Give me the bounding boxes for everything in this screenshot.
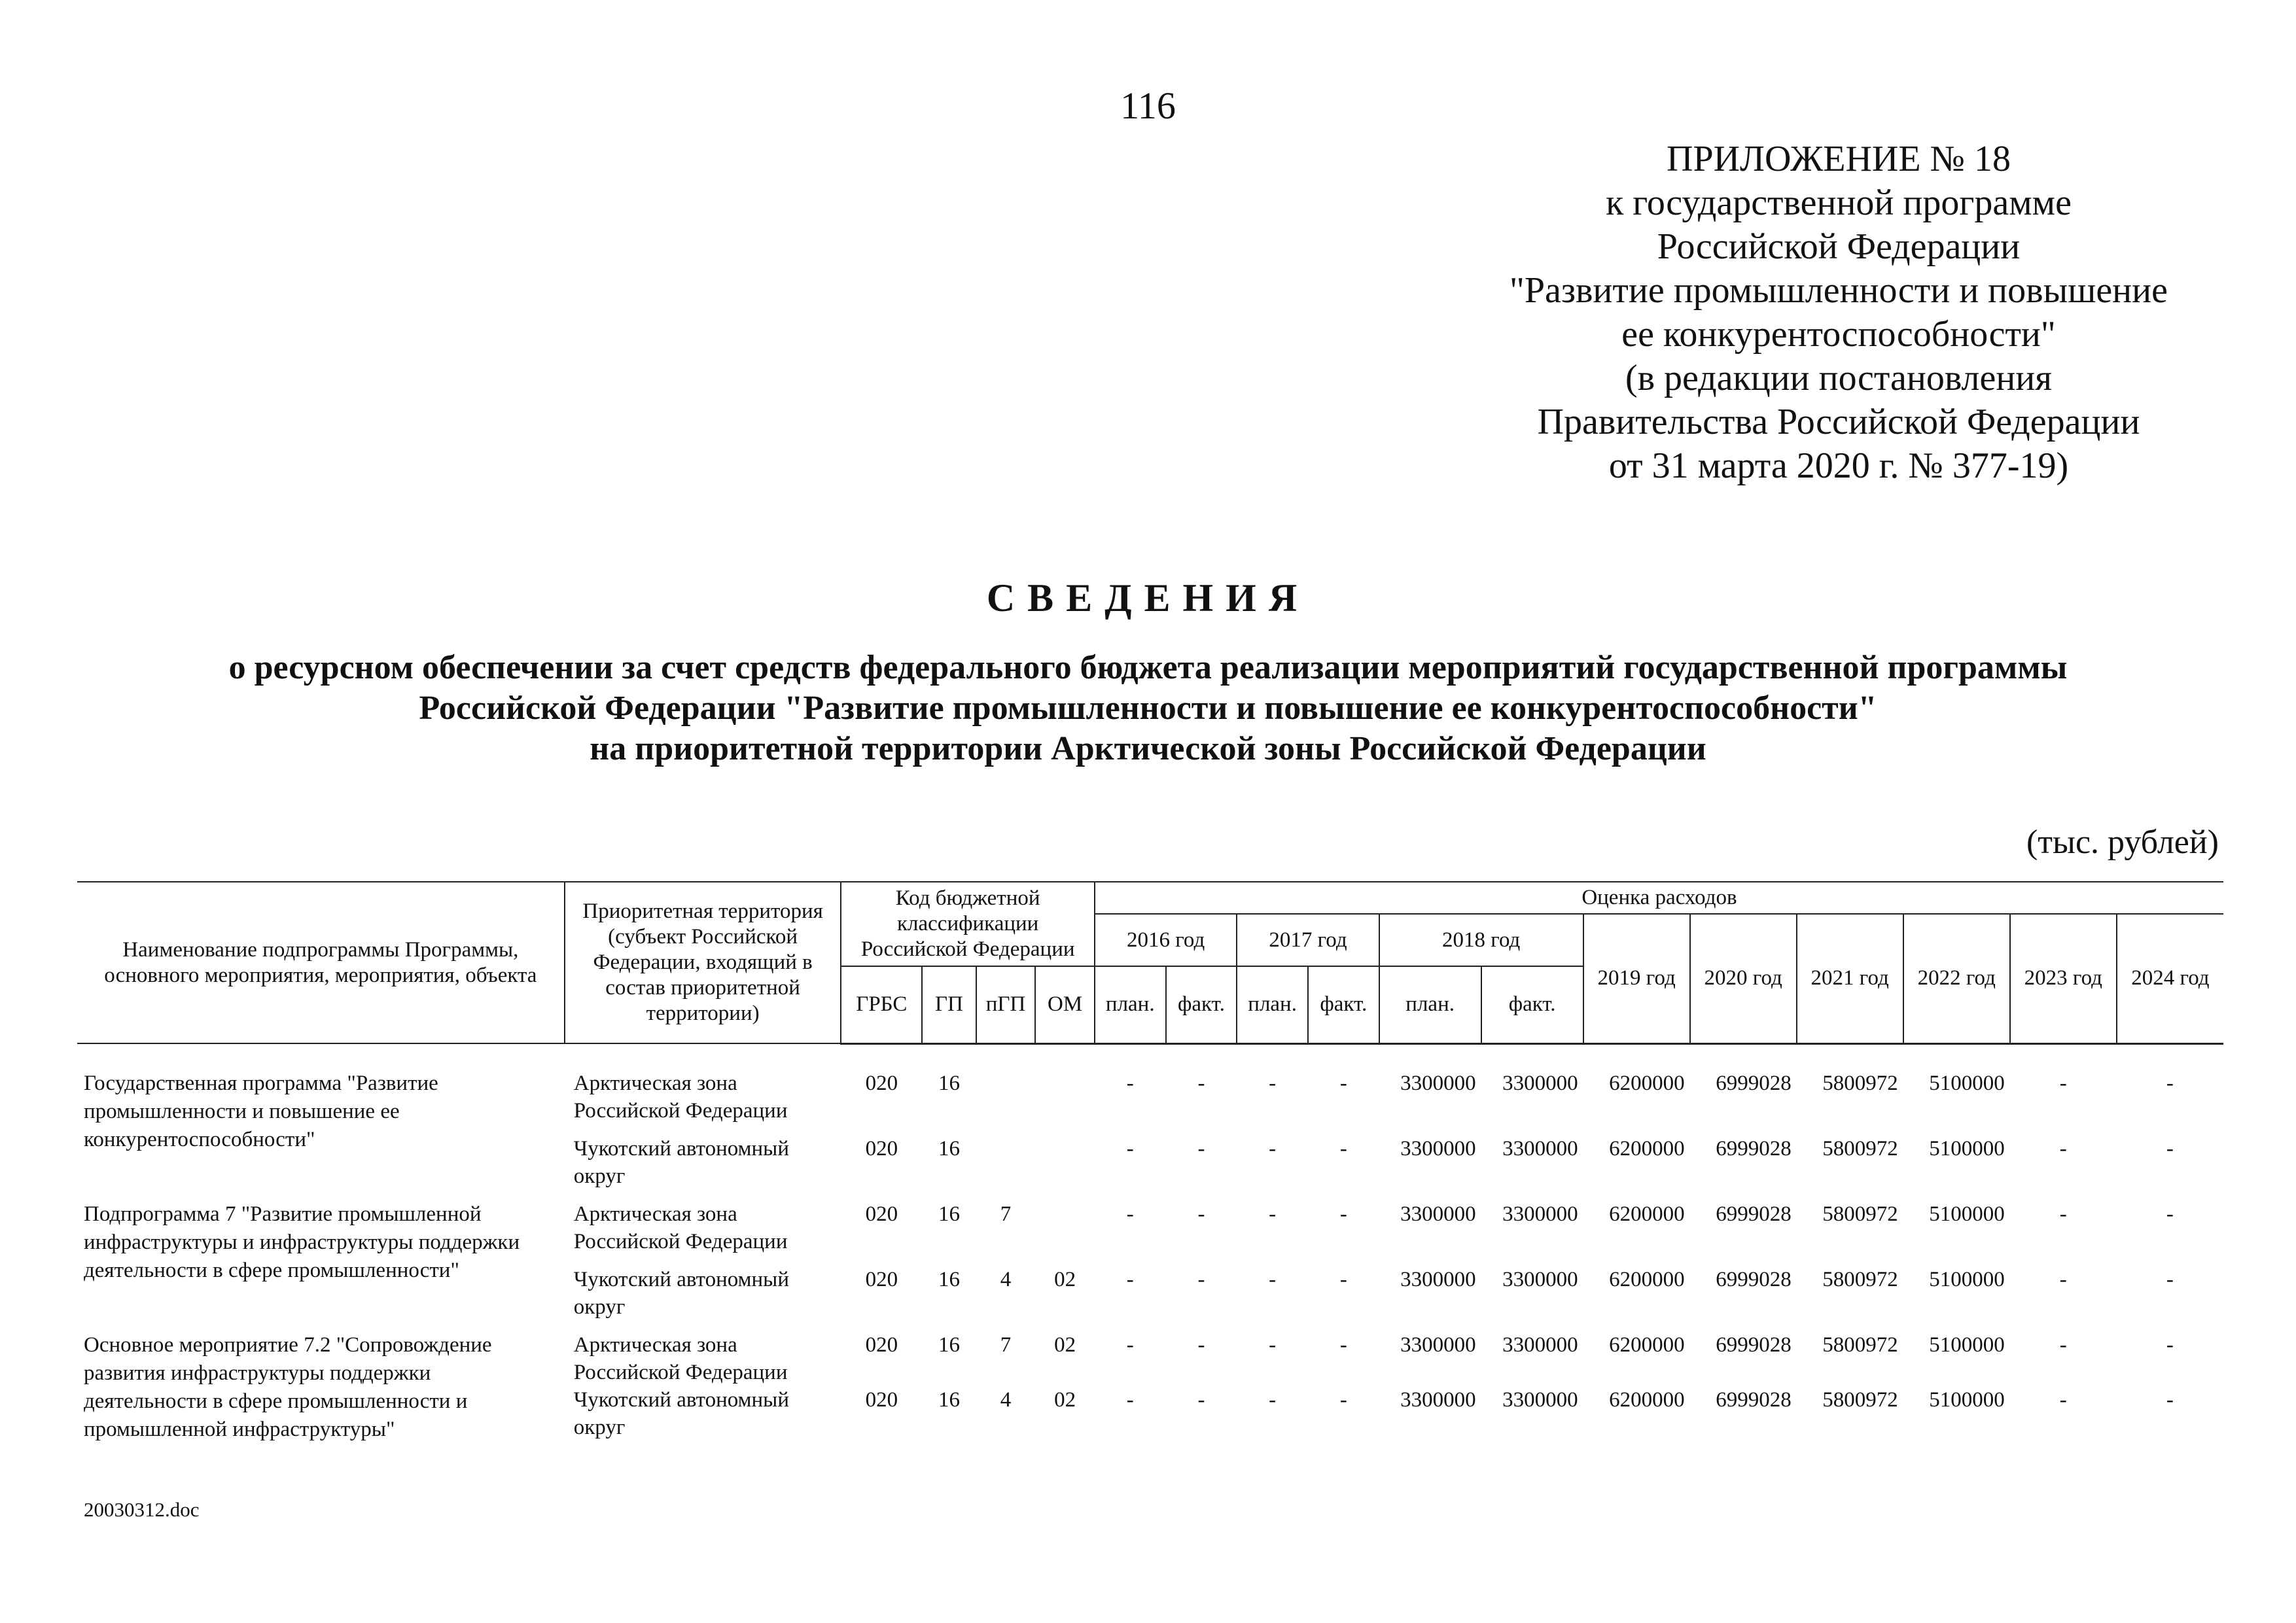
cell-2023: - — [2059, 1267, 2067, 1291]
cell-grbs: 020 — [865, 1333, 898, 1357]
cell-2020: 6999028 — [1716, 1071, 1792, 1095]
cell-2022: 5100000 — [1929, 1071, 2005, 1095]
table-row — [77, 1070, 2223, 1135]
cell-fact-2017: - — [1339, 1071, 1347, 1095]
cell-2021: 5800972 — [1822, 1071, 1898, 1095]
appendix-line: "Развитие промышленности и повышение — [1510, 270, 2168, 311]
territory-text: Чукотский автономный округ — [573, 1387, 789, 1439]
cell-plan-2018: 3300000 — [1400, 1202, 1476, 1226]
row-name: Государственная программа "Развитие промышленности и повышение ее конкурентоспособности" — [84, 1071, 438, 1151]
cell-plan-2018: 3300000 — [1400, 1136, 1476, 1161]
cell-gp: 16 — [938, 1267, 960, 1291]
row-territory — [565, 1331, 841, 1386]
cell-gp: 16 — [938, 1202, 960, 1226]
cell-plan-2018: 3300000 — [1400, 1333, 1476, 1357]
header-fact-2018: факт. — [1481, 966, 1583, 1043]
cell-plan-2016: - — [1126, 1387, 1134, 1412]
document-title: СВЕДЕНИЯ — [986, 576, 1310, 620]
cell-gp: 16 — [938, 1387, 960, 1412]
header-name: Наименование подпрограммы Программы, основного мероприятия, мероприятия, объекта — [77, 882, 565, 1043]
cell-2019: 6200000 — [1609, 1387, 1685, 1412]
cell-pgp: 7 — [1000, 1333, 1012, 1357]
cell-gp: 16 — [938, 1333, 960, 1357]
row-territory — [565, 1386, 841, 1452]
appendix-block — [1439, 137, 2238, 488]
cell-2019: 6200000 — [1609, 1071, 1685, 1095]
cell-plan-2016: - — [1126, 1267, 1134, 1291]
cell-2022: 5100000 — [1929, 1333, 2005, 1357]
cell-2024: - — [2166, 1136, 2174, 1161]
cell-fact-2018: 3300000 — [1502, 1333, 1578, 1357]
table-row — [77, 1200, 2223, 1266]
cell-2021: 5800972 — [1822, 1387, 1898, 1412]
cell-plan-2017: - — [1269, 1267, 1277, 1291]
row-name: Подпрограмма 7 "Развитие промышленной инфраструктуры и инфраструктуры поддержки деятельности в сфере промышленности" — [84, 1202, 520, 1282]
header-estimate-group: Оценка расходов — [1095, 882, 2223, 914]
cell-2022: 5100000 — [1929, 1202, 2005, 1226]
cell-2024: - — [2166, 1202, 2174, 1226]
cell-2019: 6200000 — [1609, 1136, 1685, 1161]
cell-plan-2018: 3300000 — [1400, 1267, 1476, 1291]
cell-2024: - — [2166, 1387, 2174, 1412]
cell-2020: 6999028 — [1716, 1202, 1792, 1226]
cell-fact-2016: - — [1197, 1267, 1205, 1291]
cell-2021: 5800972 — [1822, 1202, 1898, 1226]
cell-2023: - — [2059, 1202, 2067, 1226]
cell-plan-2016: - — [1126, 1071, 1134, 1095]
cell-pgp: 4 — [1000, 1267, 1012, 1291]
cell-plan-2016: - — [1126, 1202, 1134, 1226]
cell-2019: 6200000 — [1609, 1202, 1685, 1226]
territory-text: Арктическая зона Российской Федерации — [573, 1071, 788, 1123]
cell-grbs: 020 — [865, 1136, 898, 1161]
header-year-2024: 2024 год — [2117, 914, 2223, 1043]
header-plan-2017: план. — [1237, 966, 1308, 1043]
cell-plan-2017: - — [1269, 1071, 1277, 1095]
cell-fact-2016: - — [1197, 1387, 1205, 1412]
cell-plan-2017: - — [1269, 1136, 1277, 1161]
cell-pgp — [976, 1135, 1036, 1200]
cell-plan-2016: - — [1126, 1136, 1134, 1161]
header-year-2016: 2016 год — [1095, 914, 1237, 966]
cell-plan-2017: - — [1269, 1333, 1277, 1357]
header-year-2019: 2019 год — [1583, 914, 1690, 1043]
appendix-line: к государственной программе — [1606, 183, 2072, 223]
table-spacer — [77, 1043, 2223, 1070]
cell-om: 02 — [1054, 1333, 1076, 1357]
cell-2021: 5800972 — [1822, 1267, 1898, 1291]
cell-grbs: 020 — [865, 1267, 898, 1291]
footer-file-code: 20030312.doc — [84, 1498, 200, 1521]
cell-om — [1035, 1200, 1095, 1266]
cell-2019: 6200000 — [1609, 1267, 1685, 1291]
cell-2024: - — [2166, 1333, 2174, 1357]
cell-plan-2018: 3300000 — [1400, 1387, 1476, 1412]
cell-2020: 6999028 — [1716, 1136, 1792, 1161]
cell-fact-2017: - — [1339, 1136, 1347, 1161]
cell-fact-2016: - — [1197, 1202, 1205, 1226]
header-code-group: Код бюджетной классификации Российской Федерации — [841, 882, 1094, 966]
units-label: (тыс. рублей) — [2026, 824, 2219, 861]
resource-table-area — [77, 881, 2223, 1452]
appendix-line: ее конкурентоспособности" — [1621, 314, 2056, 355]
cell-fact-2018: 3300000 — [1502, 1136, 1578, 1161]
cell-gp: 16 — [938, 1071, 960, 1095]
cell-om: 02 — [1054, 1267, 1076, 1291]
header-gp: ГП — [922, 966, 976, 1043]
cell-om: 02 — [1054, 1387, 1076, 1412]
territory-text: Чукотский автономный округ — [573, 1267, 789, 1319]
cell-fact-2018: 3300000 — [1502, 1202, 1578, 1226]
cell-2023: - — [2059, 1136, 2067, 1161]
cell-plan-2016: - — [1126, 1333, 1134, 1357]
territory-text: Чукотский автономный округ — [573, 1136, 789, 1188]
appendix-line: Российской Федерации — [1657, 226, 2021, 267]
cell-2020: 6999028 — [1716, 1387, 1792, 1412]
cell-om — [1035, 1070, 1095, 1135]
header-fact-2017: факт. — [1308, 966, 1379, 1043]
cell-pgp: 4 — [1000, 1387, 1012, 1412]
cell-gp: 16 — [938, 1136, 960, 1161]
cell-om — [1035, 1135, 1095, 1200]
cell-2023: - — [2059, 1387, 2067, 1412]
cell-2023: - — [2059, 1333, 2067, 1357]
appendix-line: ПРИЛОЖЕНИЕ № 18 — [1667, 139, 2011, 179]
header-plan-2018: план. — [1379, 966, 1481, 1043]
document-subtitle — [0, 648, 2296, 769]
cell-pgp — [976, 1070, 1036, 1135]
table-row — [77, 1331, 2223, 1386]
cell-fact-2018: 3300000 — [1502, 1071, 1578, 1095]
cell-2023: - — [2059, 1071, 2067, 1095]
appendix-line: (в редакции постановления — [1625, 358, 2053, 398]
cell-plan-2018: 3300000 — [1400, 1071, 1476, 1095]
row-territory — [565, 1266, 841, 1331]
header-year-2017: 2017 год — [1237, 914, 1379, 966]
cell-plan-2017: - — [1269, 1387, 1277, 1412]
cell-2022: 5100000 — [1929, 1387, 2005, 1412]
header-year-2023: 2023 год — [2010, 914, 2117, 1043]
row-name: Основное мероприятие 7.2 "Сопровождение развития инфраструктуры поддержки деятельности в сфере промышленности и промышленной инфраструктуры" — [84, 1333, 492, 1441]
cell-2024: - — [2166, 1071, 2174, 1095]
cell-grbs: 020 — [865, 1202, 898, 1226]
page-number: 116 — [1120, 84, 1176, 127]
cell-fact-2017: - — [1339, 1202, 1347, 1226]
cell-fact-2018: 3300000 — [1502, 1387, 1578, 1412]
cell-2019: 6200000 — [1609, 1333, 1685, 1357]
cell-fact-2017: - — [1339, 1387, 1347, 1412]
cell-2022: 5100000 — [1929, 1267, 2005, 1291]
subtitle-line: Российской Федерации "Развитие промышленности и повышение ее конкурентоспособности" — [419, 689, 1877, 727]
header-year-2021: 2021 год — [1797, 914, 1903, 1043]
appendix-line: Правительства Российской Федерации — [1537, 402, 2140, 442]
cell-fact-2018: 3300000 — [1502, 1267, 1578, 1291]
appendix-line: от 31 марта 2020 г. № 377-19) — [1608, 445, 2069, 486]
cell-2020: 6999028 — [1716, 1333, 1792, 1357]
cell-plan-2017: - — [1269, 1202, 1277, 1226]
header-territory: Приоритетная территория (субъект Российской Федерации, входящий в состав приоритетной территории) — [565, 882, 841, 1043]
cell-grbs: 020 — [865, 1071, 898, 1095]
territory-text: Арктическая зона Российской Федерации — [573, 1333, 788, 1384]
header-om: ОМ — [1035, 966, 1095, 1043]
header-plan-2016: план. — [1095, 966, 1166, 1043]
cell-2022: 5100000 — [1929, 1136, 2005, 1161]
cell-fact-2017: - — [1339, 1333, 1347, 1357]
header-year-2020: 2020 год — [1690, 914, 1797, 1043]
cell-fact-2016: - — [1197, 1136, 1205, 1161]
cell-2021: 5800972 — [1822, 1136, 1898, 1161]
cell-fact-2016: - — [1197, 1071, 1205, 1095]
cell-grbs: 020 — [865, 1387, 898, 1412]
header-fact-2016: факт. — [1166, 966, 1237, 1043]
row-territory — [565, 1200, 841, 1266]
cell-fact-2016: - — [1197, 1333, 1205, 1357]
subtitle-line: на приоритетной территории Арктической зоны Российской Федерации — [590, 730, 1706, 767]
resource-table — [77, 881, 2223, 1452]
subtitle-line: о ресурсном обеспечении за счет средств федерального бюджета реализации мероприятий государственной программы — [228, 649, 2068, 686]
header-year-2022: 2022 год — [1903, 914, 2010, 1043]
header-year-2018: 2018 год — [1379, 914, 1583, 966]
row-territory — [565, 1135, 841, 1200]
cell-pgp: 7 — [1000, 1202, 1012, 1226]
header-grbs: ГРБС — [841, 966, 922, 1043]
row-territory — [565, 1070, 841, 1135]
cell-2021: 5800972 — [1822, 1333, 1898, 1357]
cell-fact-2017: - — [1339, 1267, 1347, 1291]
cell-2020: 6999028 — [1716, 1267, 1792, 1291]
cell-2024: - — [2166, 1267, 2174, 1291]
territory-text: Арктическая зона Российской Федерации — [573, 1202, 788, 1253]
header-pgp: пГП — [976, 966, 1036, 1043]
